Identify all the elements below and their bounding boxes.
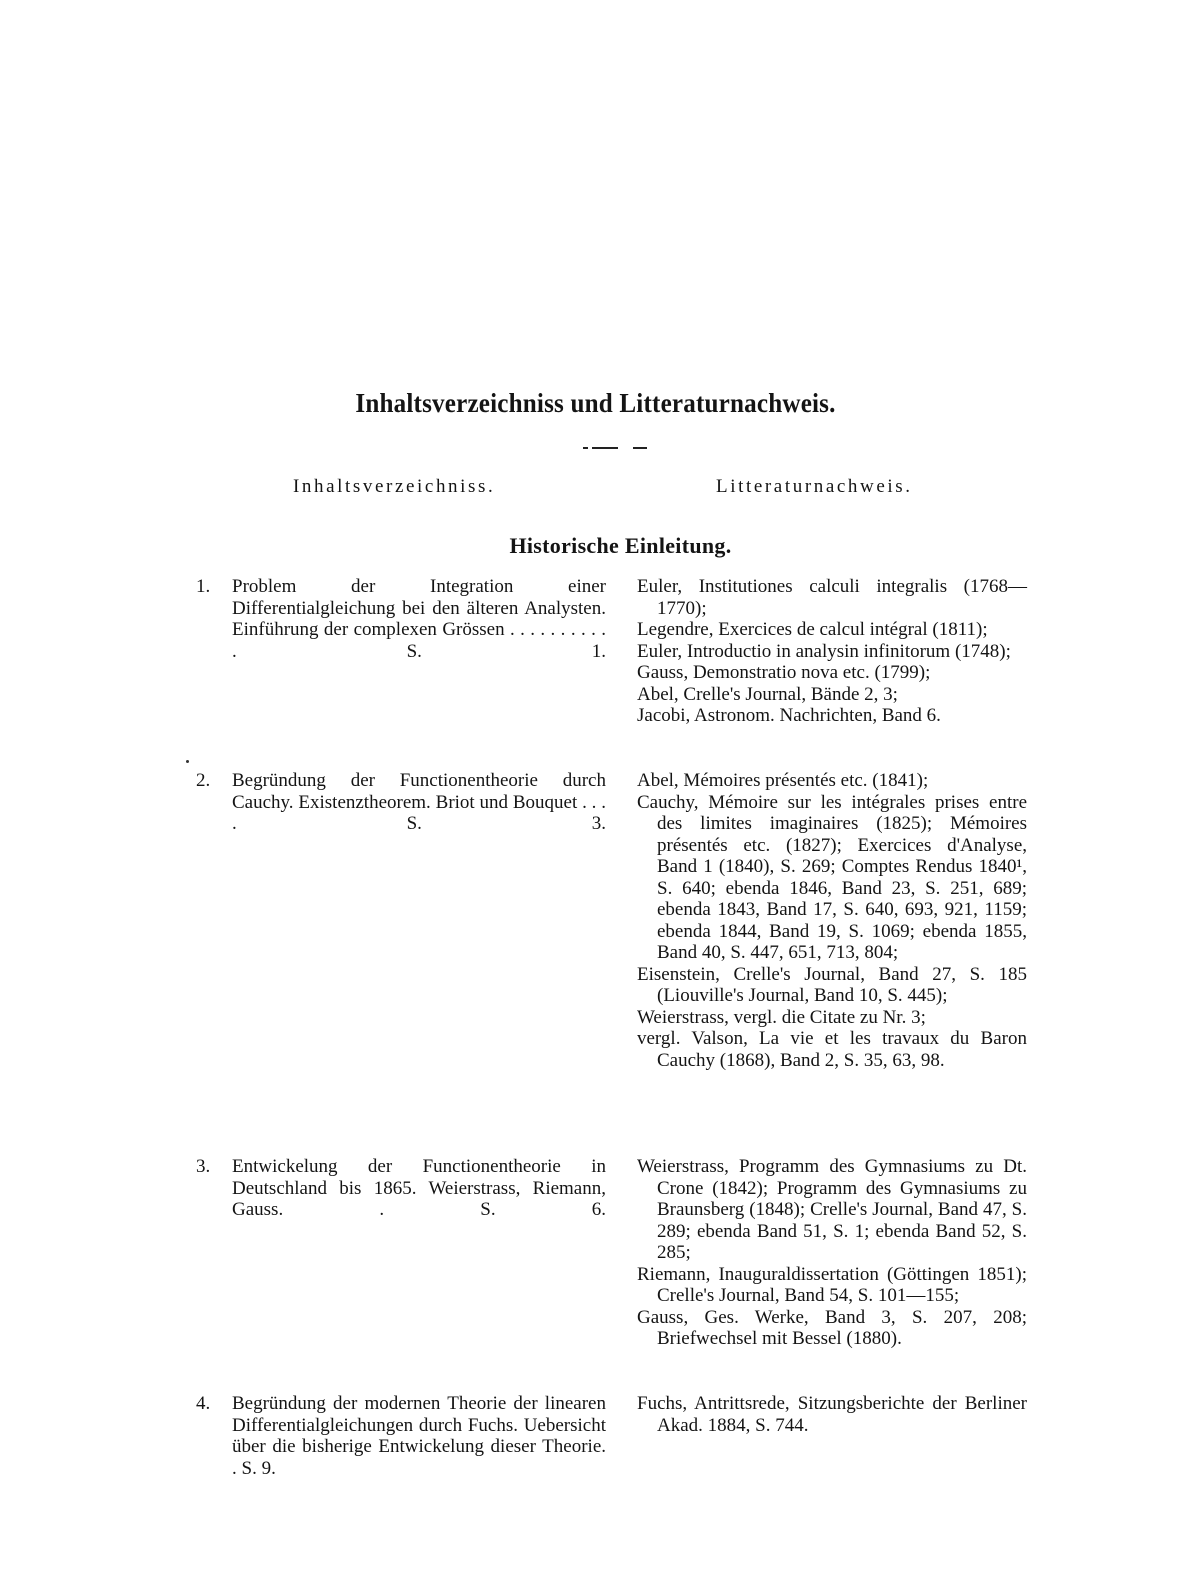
title-rule	[583, 447, 651, 450]
literature-item: Euler, Introductio in analysin infinitorum (1748);	[637, 640, 1011, 662]
toc-entry-number: 2.	[196, 770, 211, 791]
literature-item: Legendre, Exercices de calcul intégral (1811);	[637, 619, 988, 640]
literature-item: Weierstrass, Programm des Gymnasiums zu Dt. Crone (1842); Programm des Gymnasiums zu Braunsberg (1848); Crelle's Journal, Band 47, S. 289; ebenda Band 51, S. 1; ebenda Band 52, S. 285;	[637, 1156, 1027, 1263]
literature-item: Gauss, Ges. Werke, Band 3, S. 207, 208; Briefwechsel mit Bessel (1880).	[637, 1306, 1027, 1349]
literature-block-3	[637, 1156, 1027, 1350]
literature-block-4	[637, 1393, 1027, 1436]
toc-entry-1	[196, 576, 606, 662]
toc-entry-number: 3.	[196, 1156, 211, 1177]
toc-column-header: Inhaltsverzeichniss.	[293, 476, 496, 497]
toc-entry-number: 1.	[196, 576, 211, 597]
toc-entry-2	[196, 770, 606, 835]
literature-item: Fuchs, Antrittsrede, Sitzungsberichte der Berliner Akad. 1884, S. 744.	[637, 1393, 1027, 1436]
literature-item: Abel, Crelle's Journal, Bände 2, 3;	[637, 683, 898, 705]
toc-entry-number: 4.	[196, 1393, 211, 1414]
print-speck	[186, 760, 189, 763]
literature-block-1	[637, 576, 1027, 727]
literature-item: Weierstrass, vergl. die Citate zu Nr. 3;	[637, 1006, 926, 1028]
literature-item: Cauchy, Mémoire sur les intégrales prises entre des limites imaginaires (1825); Mémoires présentés etc. (1827); Exercices d'Analyse, Band 1 (1840), S. 269; Comptes Rendus 1840¹, S. 640; ebenda 1846, Band 23, S. 251, 689; ebenda 1843, Band 17, S. 640, 693, 921, 1159; ebenda 1844, Band 19, S. 1069; ebenda 1855, Band 40, S. 447, 651, 713, 804;	[637, 791, 1027, 963]
literature-item: vergl. Valson, La vie et les travaux du Baron Cauchy (1868), Band 2, S. 35, 63, 98.	[637, 1028, 1027, 1071]
literature-item: Riemann, Inauguraldissertation (Göttingen 1851); Crelle's Journal, Band 54, S. 101—155;	[637, 1263, 1027, 1306]
literature-item: Abel, Mémoires présentés etc. (1841);	[637, 770, 929, 791]
literature-item: Gauss, Demonstratio nova etc. (1799);	[637, 662, 931, 683]
toc-entry-text: Problem der Integration einer Differentialgleichung bei den älteren Analysten. Einführung der complexen Grössen . . . . . . . . . . . S. 1.	[232, 576, 606, 662]
toc-entry-text: Begründung der Functionentheorie durch Cauchy. Existenztheorem. Briot und Bouquet . . . . S. 3.	[232, 770, 606, 834]
toc-entry-3	[196, 1156, 606, 1221]
toc-entry-text: Begründung der modernen Theorie der linearen Differentialgleichungen durch Fuchs. Uebersicht über die bisherige Entwickelung dieser Theorie. . S. 9.	[232, 1393, 606, 1479]
toc-entry-4	[196, 1393, 606, 1479]
literature-item: Jacobi, Astronom. Nachrichten, Band 6.	[637, 705, 941, 726]
toc-entry-text: Entwickelung der Functionentheorie in Deutschland bis 1865. Weierstrass, Riemann, Gauss. . S. 6.	[232, 1156, 606, 1220]
literature-block-2	[637, 770, 1027, 1071]
literature-column-header: Litteraturnachweis.	[716, 476, 913, 497]
section-title: Historische Einleitung.	[509, 533, 732, 558]
page-title: Inhaltsverzeichniss und Litteraturnachweis.	[355, 388, 836, 418]
literature-item: Eisenstein, Crelle's Journal, Band 27, S. 185 (Liouville's Journal, Band 10, S. 445);	[637, 963, 1027, 1006]
literature-item: Euler, Institutiones calculi integralis (1768—1770);	[637, 576, 1027, 619]
